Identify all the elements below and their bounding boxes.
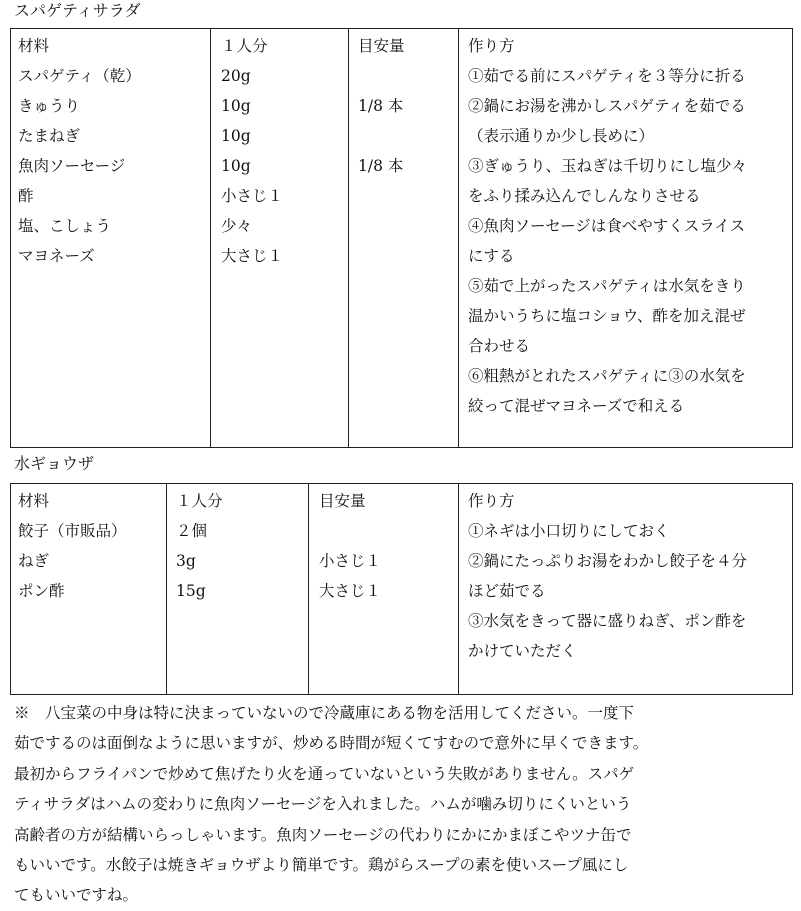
note-line: 高齢者の方が結構いらっしゃいます。魚肉ソーセージの代わりにかにかまぼこやツナ缶で	[14, 825, 632, 844]
amount-item: 少々	[221, 217, 253, 235]
recipe-title-spaghetti-salad: スパゲティサラダ	[14, 1, 141, 20]
note-line: ※ 八宝菜の中身は特に決まっていないので冷蔵庫にある物を活用してください。一度下	[14, 704, 635, 722]
step-line: 絞って混ぜマヨネーズで和える	[468, 397, 685, 415]
measure-item	[358, 211, 405, 241]
measure-item	[358, 61, 405, 91]
amount-item: 3g	[176, 552, 196, 570]
notes-paragraph	[14, 698, 754, 911]
steps-column	[458, 484, 793, 694]
step-line: ①茹でる前にスパゲティを３等分に折る	[468, 67, 746, 85]
amount-column	[210, 29, 349, 447]
step-line: 温かいうちに塩コショウ、酢を加え混ぜ	[468, 307, 746, 325]
header-per-person: １人分	[221, 37, 268, 55]
ingredient-item: ポン酢	[18, 582, 65, 600]
step-line: 合わせる	[468, 337, 531, 355]
measure-item	[358, 121, 405, 151]
recipe-title-water-gyoza: 水ギョウザ	[14, 454, 95, 473]
step-line: ④魚肉ソーセージは食べやすくスライス	[468, 217, 746, 235]
step-line: かけていただく	[468, 642, 577, 660]
measure-item: 大さじ１	[319, 582, 382, 600]
step-line: をふり揉み込んでしんなりさせる	[468, 187, 701, 205]
header-ingredients: 材料	[18, 37, 50, 55]
ingredient-item: 酢	[18, 187, 34, 205]
measure-item	[358, 241, 405, 271]
measure-item: 1/8 本	[358, 97, 404, 115]
note-line: もいいです。水餃子は焼きギョウザより簡単です。鶏がらスープの素を使いスープ風にし	[14, 855, 629, 874]
measure-item	[358, 181, 405, 211]
note-line: てもいいですね。	[14, 886, 139, 905]
ingredient-item: 餃子（市販品）	[18, 522, 127, 540]
note-line: 最初からフライパンで炒めて焦げたり火を通っていないという失敗がありません。スパゲ	[14, 764, 635, 783]
ingredient-item: たまねぎ	[18, 127, 81, 145]
measure-item: 1/8 本	[358, 157, 404, 175]
measure-item	[319, 516, 381, 546]
header-per-person: １人分	[176, 492, 223, 510]
step-line: ③ぎゅうり、玉ねぎは千切りにし塩少々	[468, 157, 748, 175]
recipe-table-spaghetti-salad	[10, 28, 793, 448]
ingredient-item: マヨネーズ	[18, 247, 95, 265]
amount-item: 20g	[221, 67, 251, 85]
header-measure: 目安量	[319, 492, 366, 510]
step-line: ③水気をきって器に盛りねぎ、ポン酢を	[468, 612, 747, 630]
note-line: 茹でするのは面倒なように思いますが、炒める時間が短くてすむので意外に早くできます。	[14, 734, 649, 753]
ingredient-item: 塩、こしょう	[18, 217, 112, 235]
amount-item: ２個	[176, 522, 208, 540]
amount-item: 10g	[221, 157, 251, 175]
amount-item: 小さじ１	[221, 187, 284, 205]
header-measure: 目安量	[358, 37, 405, 55]
header-method: 作り方	[468, 37, 515, 55]
header-ingredients: 材料	[18, 492, 50, 510]
step-line: ほど茹でる	[468, 582, 546, 600]
amount-item: 10g	[221, 97, 251, 115]
amount-item: 15g	[176, 582, 206, 600]
step-line: （表示通りか少し長めに）	[468, 127, 655, 145]
ingredient-item: スパゲティ（乾）	[18, 67, 141, 85]
measure-column	[348, 29, 459, 447]
ingredient-column	[11, 484, 166, 694]
ingredient-item: ねぎ	[18, 552, 50, 570]
step-line: ②鍋にお湯を沸かしスパゲティを茹でる	[468, 97, 746, 115]
step-line: にする	[468, 247, 515, 265]
steps-column	[458, 29, 793, 447]
recipe-table-water-gyoza	[10, 483, 793, 695]
measure-column	[308, 484, 459, 694]
note-line: ティサラダはハムの変わりに魚肉ソーセージを入れました。ハムが噛み切りにくいという	[14, 795, 632, 814]
amount-item: 10g	[221, 127, 251, 145]
ingredient-column	[11, 29, 210, 447]
amount-column	[166, 484, 309, 694]
step-line: ⑤茹で上がったスパゲティは水気をきり	[468, 277, 746, 295]
step-line: ②鍋にたっぷりお湯をわかし餃子を４分	[468, 552, 748, 570]
amount-item: 大さじ１	[221, 247, 284, 265]
step-line: ⑥粗熱がとれたスパゲティに③の水気を	[468, 367, 746, 385]
header-method: 作り方	[468, 492, 515, 510]
ingredient-item: きゅうり	[18, 97, 81, 115]
measure-item: 小さじ１	[319, 552, 382, 570]
step-line: ①ネギは小口切りにしておく	[468, 522, 670, 540]
ingredient-item: 魚肉ソーセージ	[18, 157, 126, 175]
